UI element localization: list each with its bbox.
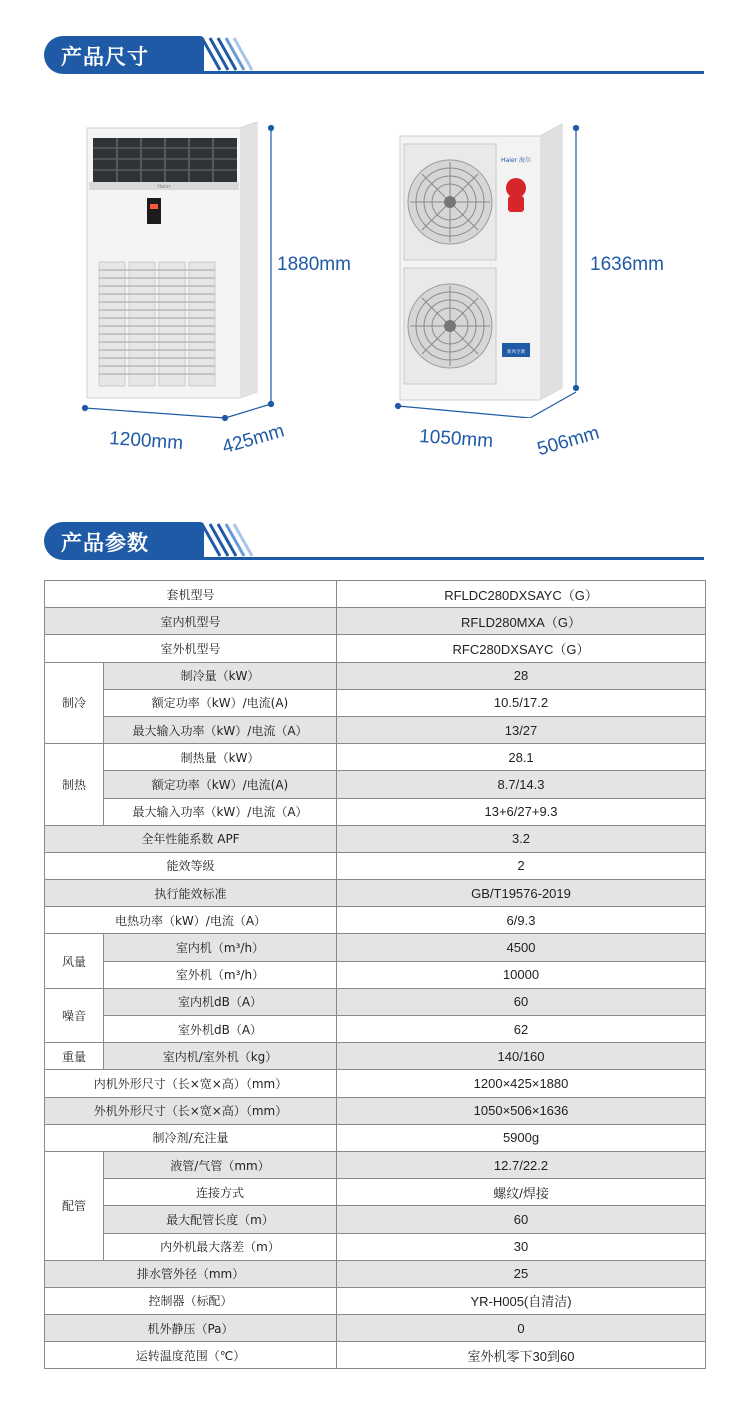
param-label: 室内机型号	[45, 608, 337, 635]
param-value: 25	[337, 1260, 706, 1287]
table-row	[45, 880, 706, 907]
section-underline	[194, 557, 704, 560]
spec-table	[44, 580, 706, 1369]
param-value: 6/9.3	[337, 907, 706, 934]
param-value: 室外机零下30到60	[337, 1342, 706, 1369]
param-value: 2	[337, 852, 706, 879]
table-row	[45, 988, 706, 1015]
param-value: 60	[337, 1206, 706, 1233]
outdoor-depth-label: 506mm	[535, 422, 602, 461]
param-label: 额定功率（kW）/电流(A)	[104, 771, 337, 798]
param-value: 30	[337, 1233, 706, 1260]
param-value: 1050×506×1636	[337, 1097, 706, 1124]
table-row	[45, 1315, 706, 1342]
param-value: RFLD280MXA（G）	[337, 608, 706, 635]
table-row	[45, 1016, 706, 1043]
table-row	[45, 1124, 706, 1151]
table-row	[45, 689, 706, 716]
param-label: 最大配管长度（m）	[104, 1206, 337, 1233]
group-label: 风量	[45, 934, 104, 988]
param-value: 140/160	[337, 1043, 706, 1070]
group-label: 制冷	[45, 662, 104, 744]
param-label: 排水管外径（mm）	[45, 1260, 337, 1287]
param-label: 连接方式	[104, 1179, 337, 1206]
group-label: 噪音	[45, 988, 104, 1042]
table-row	[45, 608, 706, 635]
param-label: 内外机最大落差（m）	[104, 1233, 337, 1260]
section-header-parameters	[44, 522, 704, 564]
param-label: 控制器（标配）	[45, 1287, 337, 1314]
param-value: 62	[337, 1016, 706, 1043]
indoor-depth-label: 425mm	[220, 420, 287, 459]
table-row	[45, 635, 706, 662]
table-row	[45, 1233, 706, 1260]
param-label: 室内机（m³/h）	[104, 934, 337, 961]
table-row	[45, 1043, 706, 1070]
param-label: 外机外形尺寸（长×宽×高）（mm）	[45, 1097, 337, 1124]
param-label: 执行能效标准	[45, 880, 337, 907]
section-header-dimensions	[44, 36, 704, 78]
group-label: 重量	[45, 1043, 104, 1070]
group-label: 制热	[45, 744, 104, 826]
param-value: 3.2	[337, 825, 706, 852]
section-title: 产品参数	[61, 531, 149, 555]
param-label: 室外机型号	[45, 635, 337, 662]
section-pill	[44, 522, 204, 560]
table-row	[45, 934, 706, 961]
param-value: 28	[337, 662, 706, 689]
param-label: 电热功率（kW）/电流（A）	[45, 907, 337, 934]
table-row	[45, 907, 706, 934]
indoor-height-label: 1880mm	[277, 254, 351, 275]
table-row	[45, 771, 706, 798]
table-row	[45, 825, 706, 852]
param-value: 12.7/22.2	[337, 1151, 706, 1178]
table-row	[45, 744, 706, 771]
table-row	[45, 716, 706, 743]
param-label: 室外机（m³/h）	[104, 961, 337, 988]
param-label: 制热量（kW）	[104, 744, 337, 771]
indoor-unit-image	[75, 118, 290, 438]
param-value: 10.5/17.2	[337, 689, 706, 716]
param-value: RFC280DXSAYC（G）	[337, 635, 706, 662]
outdoor-brand: Haier 海尔	[501, 157, 531, 164]
param-value: 10000	[337, 961, 706, 988]
param-label: 内机外形尺寸（长×宽×高）（mm）	[45, 1070, 337, 1097]
param-value: RFLDC280DXSAYC（G）	[337, 581, 706, 608]
outdoor-unit-image	[390, 118, 590, 418]
table-row	[45, 1287, 706, 1314]
param-label: 最大输入功率（kW）/电流（A）	[104, 716, 337, 743]
param-label: 制冷量（kW）	[104, 662, 337, 689]
param-label: 机外静压（Pa）	[45, 1315, 337, 1342]
indoor-brand: Haier	[157, 184, 171, 190]
table-row	[45, 1097, 706, 1124]
table-row	[45, 798, 706, 825]
param-value: 1200×425×1880	[337, 1070, 706, 1097]
table-row	[45, 1342, 706, 1369]
outdoor-badge: 新风空调	[507, 350, 525, 355]
param-value: 5900g	[337, 1124, 706, 1151]
param-value: 13+6/27+9.3	[337, 798, 706, 825]
param-label: 全年性能系数 APF	[45, 825, 337, 852]
param-label: 室内机dB（A）	[104, 988, 337, 1015]
outdoor-width-label: 1050mm	[418, 426, 494, 453]
table-row	[45, 581, 706, 608]
param-value: 13/27	[337, 716, 706, 743]
param-value: 8.7/14.3	[337, 771, 706, 798]
param-label: 制冷剂/充注量	[45, 1124, 337, 1151]
group-label: 配管	[45, 1151, 104, 1260]
section-pill	[44, 36, 204, 74]
param-label: 套机型号	[45, 581, 337, 608]
stripes-decoration	[196, 522, 276, 560]
param-label: 运转温度范围（℃）	[45, 1342, 337, 1369]
indoor-width-label: 1200mm	[108, 428, 184, 455]
param-value: 4500	[337, 934, 706, 961]
table-row	[45, 1260, 706, 1287]
table-row	[45, 662, 706, 689]
table-row	[45, 1151, 706, 1178]
section-underline	[194, 71, 704, 74]
param-label: 额定功率（kW）/电流(A)	[104, 689, 337, 716]
param-label: 液管/气管（mm）	[104, 1151, 337, 1178]
param-label: 最大输入功率（kW）/电流（A）	[104, 798, 337, 825]
param-label: 室外机dB（A）	[104, 1016, 337, 1043]
param-value: GB/T19576-2019	[337, 880, 706, 907]
table-row	[45, 852, 706, 879]
param-value: 螺纹/焊接	[337, 1179, 706, 1206]
param-value: 60	[337, 988, 706, 1015]
param-value: YR-H005(自清洁)	[337, 1287, 706, 1314]
table-row	[45, 1179, 706, 1206]
section-title: 产品尺寸	[61, 45, 149, 69]
table-row	[45, 1206, 706, 1233]
param-value: 28.1	[337, 744, 706, 771]
table-row	[45, 961, 706, 988]
param-label: 室内机/室外机（kg）	[104, 1043, 337, 1070]
stripes-decoration	[196, 36, 276, 74]
table-row	[45, 1070, 706, 1097]
param-value: 0	[337, 1315, 706, 1342]
param-label: 能效等级	[45, 852, 337, 879]
outdoor-height-label: 1636mm	[590, 254, 664, 275]
